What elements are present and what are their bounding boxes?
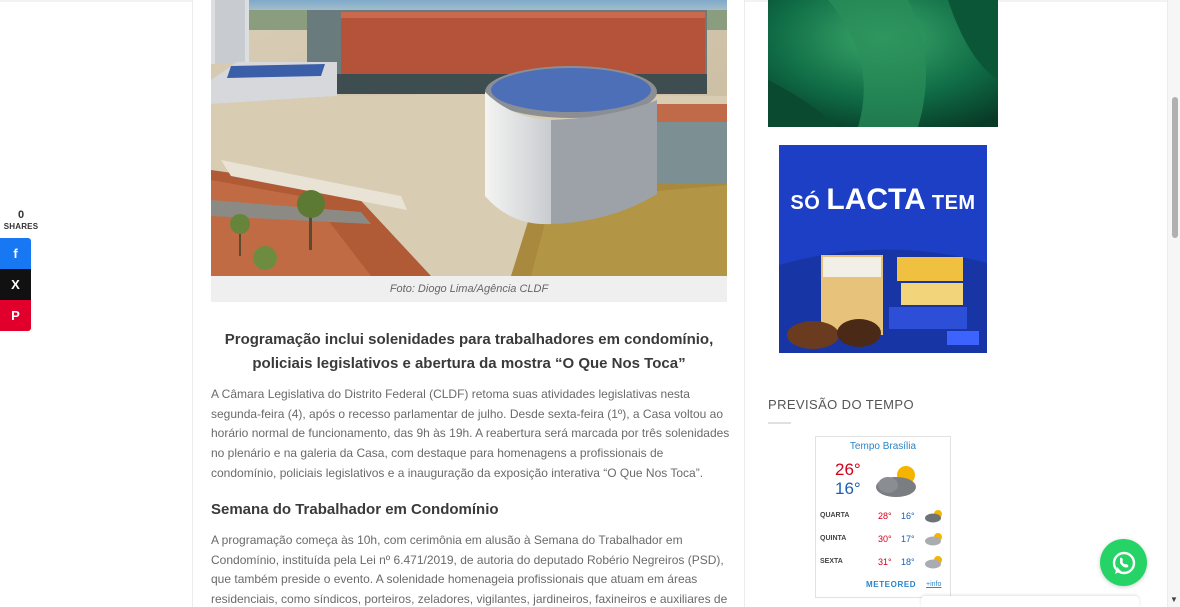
weather-day-row (820, 509, 948, 525)
x-share-button[interactable] (0, 269, 31, 300)
pinterest-share-button[interactable] (0, 300, 31, 331)
weather-day-min: 16° (901, 511, 915, 521)
lacta-ad-prefix: SÓ (790, 192, 821, 214)
facebook-share-button[interactable] (0, 238, 31, 269)
sidebar-ad-lacta[interactable] (779, 145, 987, 353)
weather-today-max: 26° (835, 460, 861, 479)
whatsapp-icon (1110, 549, 1138, 577)
x-icon: X (11, 277, 20, 292)
meteored-logo[interactable]: METEORED (866, 580, 917, 589)
article-photo (211, 0, 727, 276)
weather-day-name: SEXTA (820, 558, 843, 565)
share-count: 0 (17, 209, 25, 221)
article-subtitle: Programação inclui solenidades para trabalhadores em condomínio, policiais legislativos e abertura da mostra “O Que Nos Toca” (224, 331, 714, 372)
weather-title-divider (768, 422, 791, 424)
weather-today-min: 16° (835, 479, 861, 498)
cloud-sun-icon (924, 532, 944, 546)
cloud-sun-icon (924, 509, 944, 523)
facebook-icon: f (13, 246, 18, 261)
photo-caption: Foto: Diogo Lima/Agência CLDF (211, 276, 727, 302)
ad-lacta-background (779, 145, 987, 353)
building-photo (211, 0, 727, 276)
weather-widget[interactable] (815, 436, 951, 598)
share-label: SHARES (3, 222, 39, 231)
weather-day-min: 17° (901, 534, 915, 544)
weather-more-info-link[interactable]: +info (926, 581, 942, 588)
chat-panel-edge (921, 596, 1139, 607)
weather-day-max: 31° (878, 557, 892, 567)
weather-day-name: QUARTA (820, 512, 850, 519)
weather-day-name: QUINTA (820, 535, 847, 542)
article-paragraph-2: A programação começa às 10h, com cerimônia em alusão à Semana do Trabalhador em Condomínio, instituída pela Lei nº 6.471/2019, de autoria do deputado Robério Negreiros (PSD), que também preside o evento. A solenidade homenageia profissionais que atuam em áreas residenciais, como síndicos, porteiros, zeladores, vigilantes, jardineiros, faxineiros e auxiliares de (211, 533, 728, 607)
cloud-sun-icon (924, 555, 944, 569)
lacta-ad-suffix: TEM (931, 192, 976, 214)
scroll-down-arrow-icon[interactable]: ▼ (1170, 595, 1178, 604)
weather-day-row (820, 532, 948, 548)
whatsapp-button[interactable] (1100, 539, 1147, 586)
social-share-bar (0, 208, 42, 331)
weather-day-row (820, 555, 948, 571)
sun-cloud-icon (874, 463, 922, 499)
lacta-ad-title (779, 183, 987, 217)
weather-day-max: 30° (878, 534, 892, 544)
page-scrollbar[interactable] (1167, 0, 1180, 607)
pinterest-icon: P (11, 308, 20, 323)
weather-day-min: 18° (901, 557, 915, 567)
ad-green-image (768, 0, 998, 127)
weather-section-title: PREVISÃO DO TEMPO (768, 397, 914, 412)
scrollbar-thumb[interactable] (1172, 97, 1178, 238)
sidebar-ad-green[interactable] (768, 0, 998, 127)
article-paragraph-1: A Câmara Legislativa do Distrito Federal (CLDF) retoma suas atividades legislativas nesta segunda-feira (4), após o recesso parlamentar de julho. Desde sexta-feira (1º), a Casa voltou ao horário normal de funcionamento, das 9h às 19h. A reabertura será marcada por três solenidades no plenário e na galeria da Casa, com destaque para homenagens a profissionais de condomínio, policiais legislativos e a inauguração da exposição interativa “O Que Nos Toca”. (211, 387, 730, 480)
section-heading: Semana do Trabalhador em Condomínio (211, 501, 499, 518)
lacta-ad-brand: LACTA (826, 183, 926, 216)
weather-city[interactable]: Tempo Brasília (849, 441, 917, 452)
weather-day-max: 28° (878, 511, 892, 521)
article-column (192, 0, 745, 607)
